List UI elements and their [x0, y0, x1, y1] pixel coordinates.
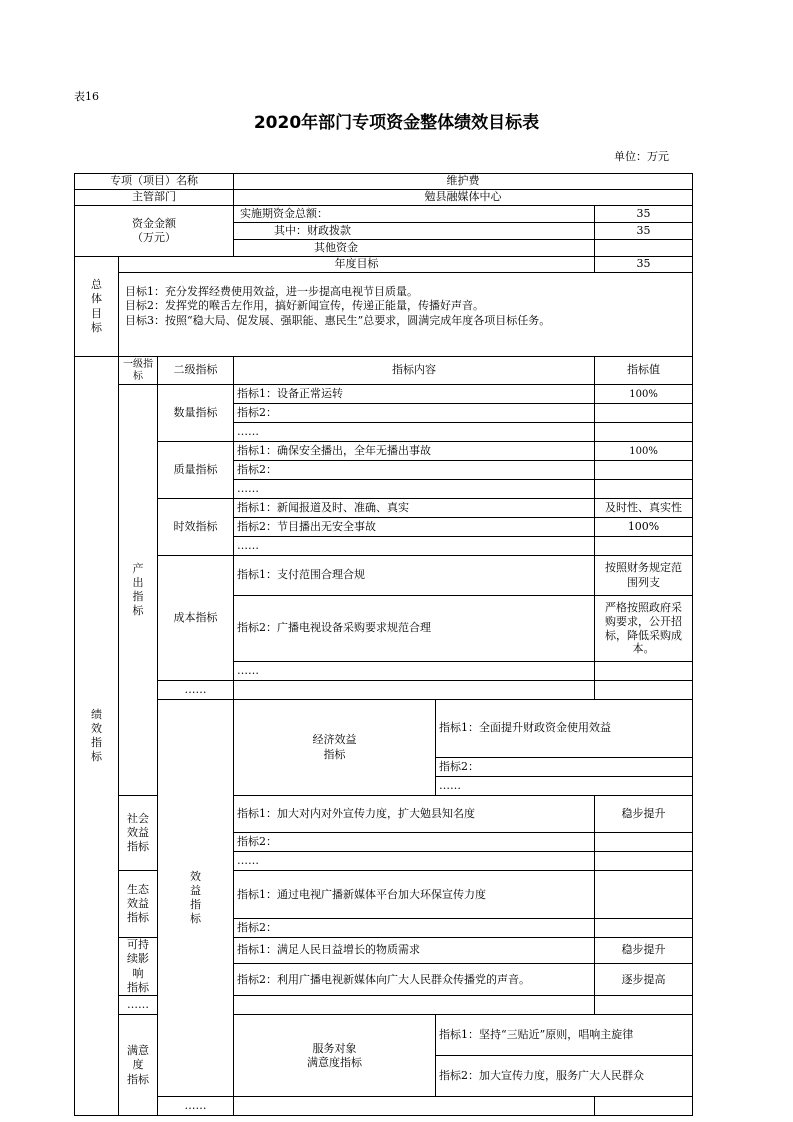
table-row [75, 556, 693, 596]
indicator-ellipsis: …… [158, 681, 234, 700]
timeliness-indicator: 时效指标 [158, 499, 234, 556]
table-row [75, 442, 693, 461]
overall-goals-label [75, 257, 119, 357]
table-row [75, 681, 693, 700]
table-row [75, 499, 693, 518]
name-line: 指标 [127, 911, 149, 925]
overall-goals-char: 总 [91, 277, 102, 291]
indicator-content: 指标1：加大对内对外宣传力度，扩大勉县知名度 [234, 796, 595, 833]
indicator-value [595, 662, 693, 681]
quality-indicator: 质量指标 [158, 442, 234, 499]
name-line: 指标 [127, 1072, 149, 1086]
indicator-ellipsis: …… [436, 777, 693, 796]
quantity-indicator: 数量指标 [158, 385, 234, 442]
unit-label: 单位：万元 [614, 150, 669, 163]
indicator-value [595, 852, 693, 871]
indicator-content: 指标2： [234, 404, 595, 423]
social-benefit-indicator [119, 796, 158, 871]
value-line: 标，降低采购成 [605, 628, 683, 642]
value-line: 严格按照政府采 [605, 601, 683, 614]
indicator-content: 指标2：广播电视设备采购要求规范合理 [234, 596, 595, 662]
indicator-ellipsis: …… [234, 852, 595, 871]
indicator-content [234, 996, 595, 1015]
indicator-content: 指标2：利用广播电视新媒体向广大人民群众传播党的声音。 [234, 964, 595, 996]
indicator-content: 指标1：确保安全播出，全年无播出事故 [234, 442, 595, 461]
funds-total-row [75, 206, 693, 223]
output-label-char: 出 [132, 575, 144, 589]
indicator-content: 指标1：新闻报道及时、准确、真实 [234, 499, 595, 518]
name-line: 指标 [323, 747, 346, 761]
project-name-label: 专项（项目）名称 [75, 174, 234, 190]
goal-item: 目标1：充分发挥经费使用效益，进一步提高电视节目质量。 [125, 285, 418, 298]
table-row [75, 1097, 693, 1116]
fiscal-funds-value: 35 [595, 223, 693, 240]
content-header: 指标内容 [234, 357, 595, 385]
indicator-value [595, 833, 693, 852]
fiscal-funds-label: 其中：财政拨款 [234, 223, 595, 240]
total-funds-value: 35 [595, 206, 693, 223]
department-label: 主管部门 [75, 190, 234, 206]
perf-label-char: 指 [91, 736, 102, 750]
goal-items-row [75, 273, 693, 357]
indicator-ellipsis: …… [234, 423, 595, 442]
output-indicators-label [119, 385, 158, 796]
value-line: 围列支 [627, 575, 661, 589]
indicator-content: 指标1：设备正常运转 [234, 385, 595, 404]
annual-goal-row [75, 257, 693, 273]
annual-goal-label: 年度目标 [119, 257, 595, 273]
perf-label-char: 绩 [91, 707, 102, 721]
benefit-indicators-label [158, 700, 234, 1097]
indicator-ellipsis: …… [234, 480, 595, 499]
indicator-value: 100% [595, 518, 693, 537]
output-label-char: 产 [132, 561, 144, 575]
other-funds-value [595, 240, 693, 257]
total-funds-label: 实施期资金总额： [234, 206, 595, 223]
table-number: 表16 [74, 90, 99, 103]
indicator-content: 指标1：通过电视广播新媒体平台加大环保宣传力度 [234, 871, 595, 919]
indicator-content: 指标2： [436, 758, 693, 777]
indicator-value [595, 480, 693, 499]
economic-benefit-indicator [234, 700, 436, 796]
funds-label [75, 206, 234, 257]
indicator-value: 稳步提升 [595, 796, 693, 833]
value-line: 按照财务规定范 [605, 561, 683, 575]
value-line: 本。 [632, 642, 655, 656]
name-line: 满意度指标 [307, 1055, 363, 1069]
indicator-value: 100% [595, 385, 693, 404]
goal-items [119, 273, 693, 357]
indicator-content [234, 681, 595, 700]
indicator-value: 逐步提高 [595, 964, 693, 996]
indicator-value [595, 404, 693, 423]
indicator-value [595, 1097, 693, 1116]
name-line: 指标 [127, 840, 149, 854]
value-header: 指标值 [595, 357, 693, 385]
indicator-value [595, 596, 693, 662]
indicator-ellipsis: …… [158, 1097, 234, 1116]
perf-label-char: 标 [91, 750, 102, 764]
benefit-label-char: 标 [190, 912, 202, 926]
table-row [75, 700, 693, 758]
benefit-label-char: 益 [190, 883, 202, 897]
indicator-value [595, 919, 693, 938]
level2-header: 二级指标 [158, 357, 234, 385]
overall-goals-char: 目 [91, 306, 102, 320]
indicator-ellipsis: …… [234, 537, 595, 556]
name-line: 经济效益 [312, 733, 357, 747]
name-line: 指标 [127, 981, 149, 995]
indicator-content: 指标2：节目播出无安全事故 [234, 518, 595, 537]
output-label-char: 标 [132, 604, 144, 618]
output-label-char: 指 [132, 590, 144, 604]
indicator-value [595, 871, 693, 919]
level1-header: 一级指标 [119, 357, 158, 385]
annual-goal-value: 35 [595, 257, 693, 273]
funds-label-line2: （万元） [132, 231, 177, 244]
performance-indicators-label [75, 357, 119, 1116]
benefit-label-char: 效 [190, 869, 202, 883]
indicator-content: 指标2：加大宣传力度，服务广大人民群众 [436, 1056, 693, 1097]
name-line: 服务对象 [312, 1041, 357, 1055]
indicator-content: 指标2： [234, 461, 595, 480]
indicator-content: 指标2： [234, 919, 595, 938]
indicator-value [595, 423, 693, 442]
indicator-value [595, 556, 693, 596]
ecological-benefit-indicator [119, 871, 158, 938]
name-line: 生态效益 [127, 882, 149, 911]
name-line: 可持续影响 [127, 938, 149, 980]
service-satisfaction-indicator [234, 1015, 436, 1097]
benefit-label-char: 指 [190, 898, 202, 912]
indicator-content: 指标1：支付范围合理合规 [234, 556, 595, 596]
indicator-content [234, 1097, 595, 1116]
indicator-value [595, 681, 693, 700]
project-name-value: 维护费 [234, 174, 693, 190]
indicator-value [595, 996, 693, 1015]
project-name-row [75, 174, 693, 190]
performance-table [74, 173, 693, 1116]
indicator-content: 指标1：全面提升财政资金使用效益 [436, 700, 693, 758]
indicator-content: 指标1：满足人民日益增长的物质需求 [234, 938, 595, 964]
indicator-value: 100% [595, 442, 693, 461]
overall-goals-char: 标 [91, 320, 102, 334]
sustainable-impact-indicator [119, 938, 158, 996]
overall-goals-char: 体 [91, 292, 102, 306]
indicator-content: 指标2： [234, 833, 595, 852]
indicator-value [595, 461, 693, 480]
indicator-ellipsis: …… [234, 662, 595, 681]
other-funds-label: 其他资金 [234, 240, 595, 257]
indicator-ellipsis: …… [119, 996, 158, 1015]
funds-label-line1: 资金金额 [132, 216, 177, 230]
name-line: 社会效益 [127, 811, 149, 840]
indicator-value: 及时性、真实性 [595, 499, 693, 518]
indicator-value: 稳步提升 [595, 938, 693, 964]
indicator-value [595, 537, 693, 556]
cost-indicator: 成本指标 [158, 556, 234, 681]
goal-item: 目标2：发挥党的喉舌左作用，搞好新闻宣传，传递正能量，传播好声音。 [125, 299, 484, 313]
department-row [75, 190, 693, 206]
department-value: 勉县融媒体中心 [234, 190, 693, 206]
table-row [75, 385, 693, 404]
name-line: 满意度 [127, 1043, 149, 1072]
indicator-content: 指标1：坚持“三贴近”原则，唱响主旋律 [436, 1015, 693, 1056]
indicator-header-row [75, 357, 693, 385]
satisfaction-indicators-label [119, 1015, 158, 1116]
goal-item: 目标3：按照“稳大局、促发展、强职能、惠民生”总要求，圆满完成年度各项目标任务。 [125, 313, 551, 327]
page-title: 2020年部门专项资金整体绩效目标表 [253, 113, 540, 133]
perf-label-char: 效 [91, 721, 102, 735]
value-line: 购要求，公开招 [605, 614, 683, 628]
